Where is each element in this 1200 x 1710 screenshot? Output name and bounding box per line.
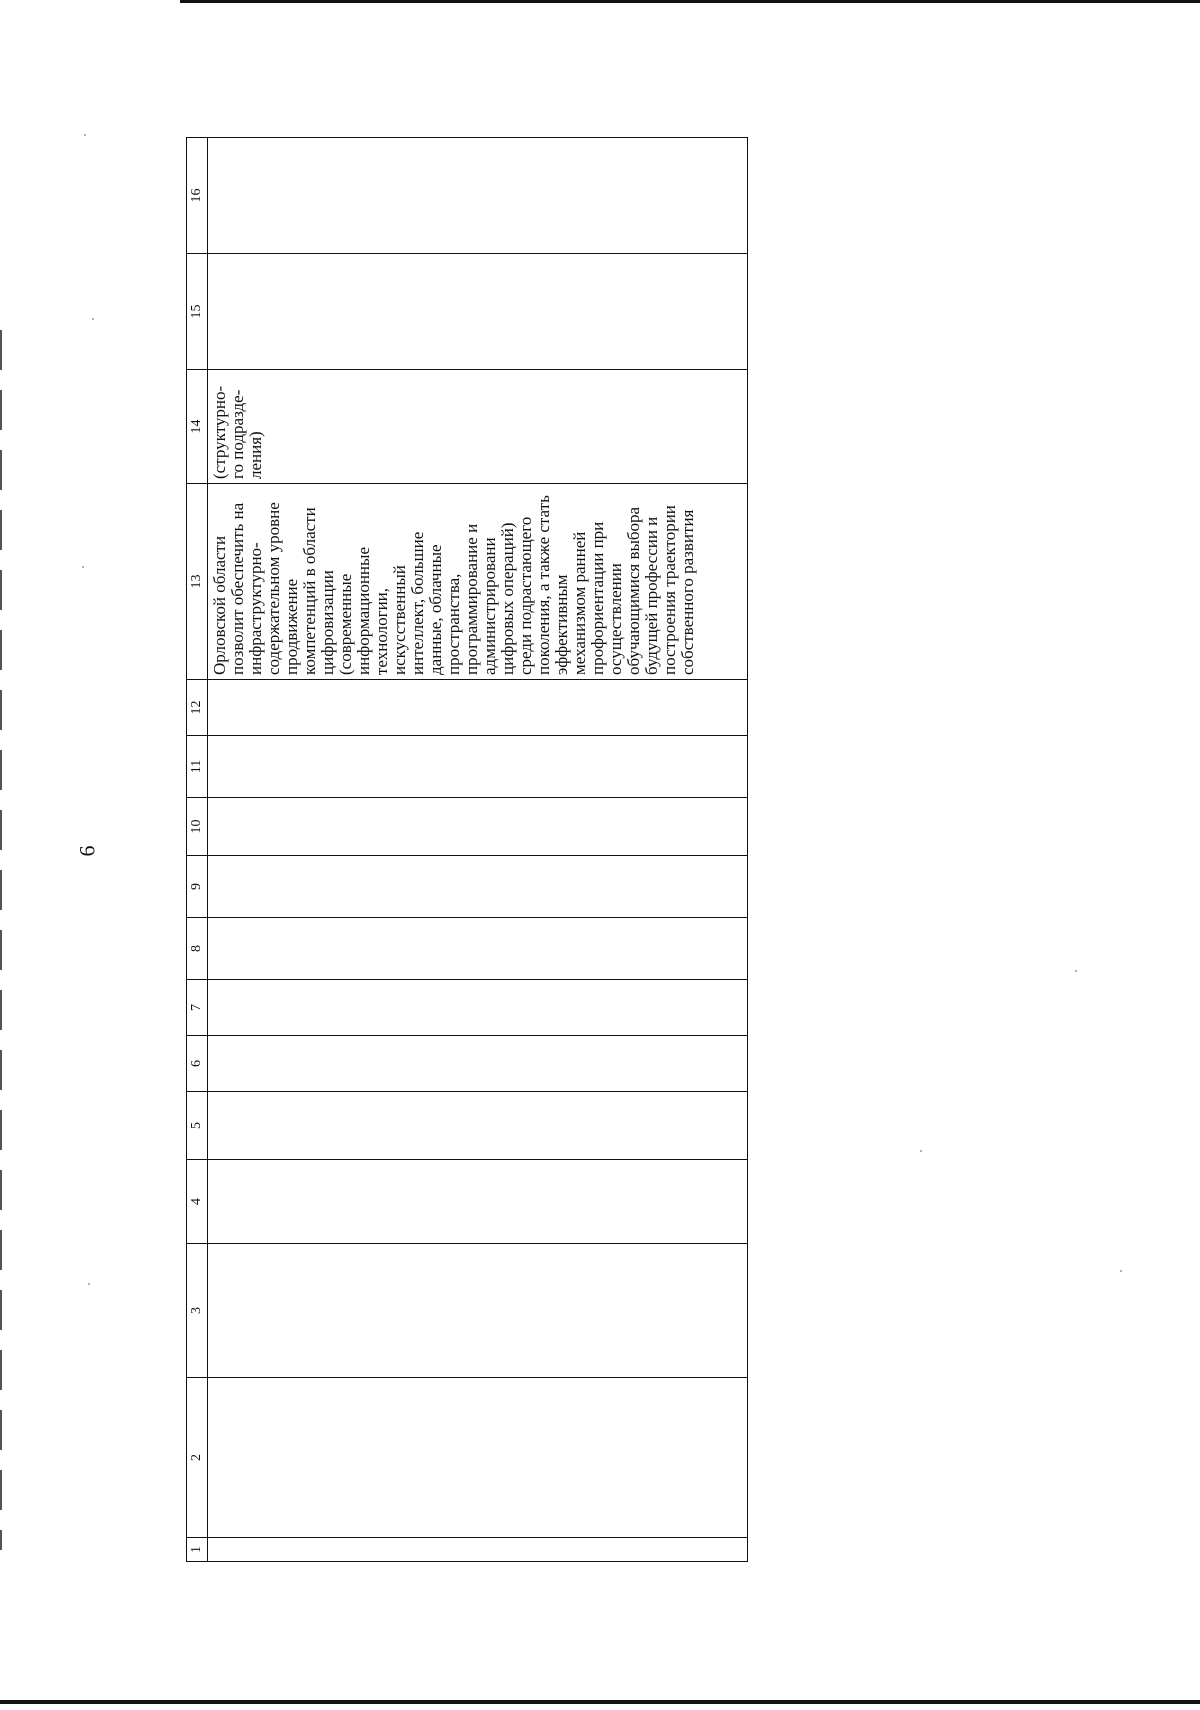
table-cell bbox=[208, 680, 748, 736]
bottom-scan-edge bbox=[0, 1700, 1200, 1704]
table-cell-col14 bbox=[208, 370, 748, 484]
left-binding-marks bbox=[0, 330, 2, 1550]
column-number: 16 bbox=[187, 138, 208, 254]
column-number: 12 bbox=[187, 680, 208, 736]
scan-speck bbox=[920, 1150, 922, 1152]
table-cell bbox=[208, 1160, 748, 1244]
scan-speck bbox=[1075, 970, 1077, 972]
column-number-row bbox=[187, 138, 208, 1562]
rotated-table-page bbox=[186, 142, 748, 1562]
column-number: 13 bbox=[187, 484, 208, 680]
table-cell bbox=[208, 1538, 748, 1562]
table-cell bbox=[208, 980, 748, 1036]
table-cell bbox=[208, 736, 748, 798]
table-cell bbox=[208, 856, 748, 918]
column-number: 3 bbox=[187, 1244, 208, 1378]
table-cell bbox=[208, 138, 748, 254]
column-number: 7 bbox=[187, 980, 208, 1036]
data-table bbox=[186, 137, 748, 1562]
subdivision-text: (структурно- го подразде- ления) bbox=[210, 385, 265, 479]
description-text: Орловской области позволит обеспечить на инфраструктурно- содержательном уровне продвижение компетенций в области цифровизации (современные информационные технологии, искусственный интеллект, большие данные, облачные пространства, программирование и администрировани цифровых операций) среди подрастающего поколения, а также стать эффективным механизмом ранней профориентации при осуществлении обучающимися выбора будущей профессии и построения траектории собственного развития bbox=[210, 495, 697, 675]
column-number: 14 bbox=[187, 370, 208, 484]
scan-speck bbox=[84, 134, 86, 136]
column-number: 11 bbox=[187, 736, 208, 798]
page-number: 6 bbox=[74, 845, 100, 857]
column-number: 5 bbox=[187, 1092, 208, 1160]
column-number: 2 bbox=[187, 1378, 208, 1538]
column-number: 10 bbox=[187, 798, 208, 856]
table-cell bbox=[208, 1378, 748, 1538]
column-number: 8 bbox=[187, 918, 208, 980]
table-cell bbox=[208, 798, 748, 856]
table-cell bbox=[208, 254, 748, 370]
table-cell bbox=[208, 1036, 748, 1092]
table-cell bbox=[208, 1244, 748, 1378]
column-number: 9 bbox=[187, 856, 208, 918]
table-cell bbox=[208, 918, 748, 980]
column-number: 4 bbox=[187, 1160, 208, 1244]
top-scan-edge bbox=[180, 0, 1200, 3]
scan-speck bbox=[1120, 1270, 1122, 1272]
table-cell-col13 bbox=[208, 484, 748, 680]
scan-speck bbox=[82, 566, 84, 568]
table-row bbox=[208, 138, 748, 1562]
column-number: 6 bbox=[187, 1036, 208, 1092]
scan-speck bbox=[92, 318, 94, 320]
column-number: 15 bbox=[187, 254, 208, 370]
scan-speck bbox=[88, 1283, 90, 1285]
table-cell bbox=[208, 1092, 748, 1160]
column-number: 1 bbox=[187, 1538, 208, 1562]
